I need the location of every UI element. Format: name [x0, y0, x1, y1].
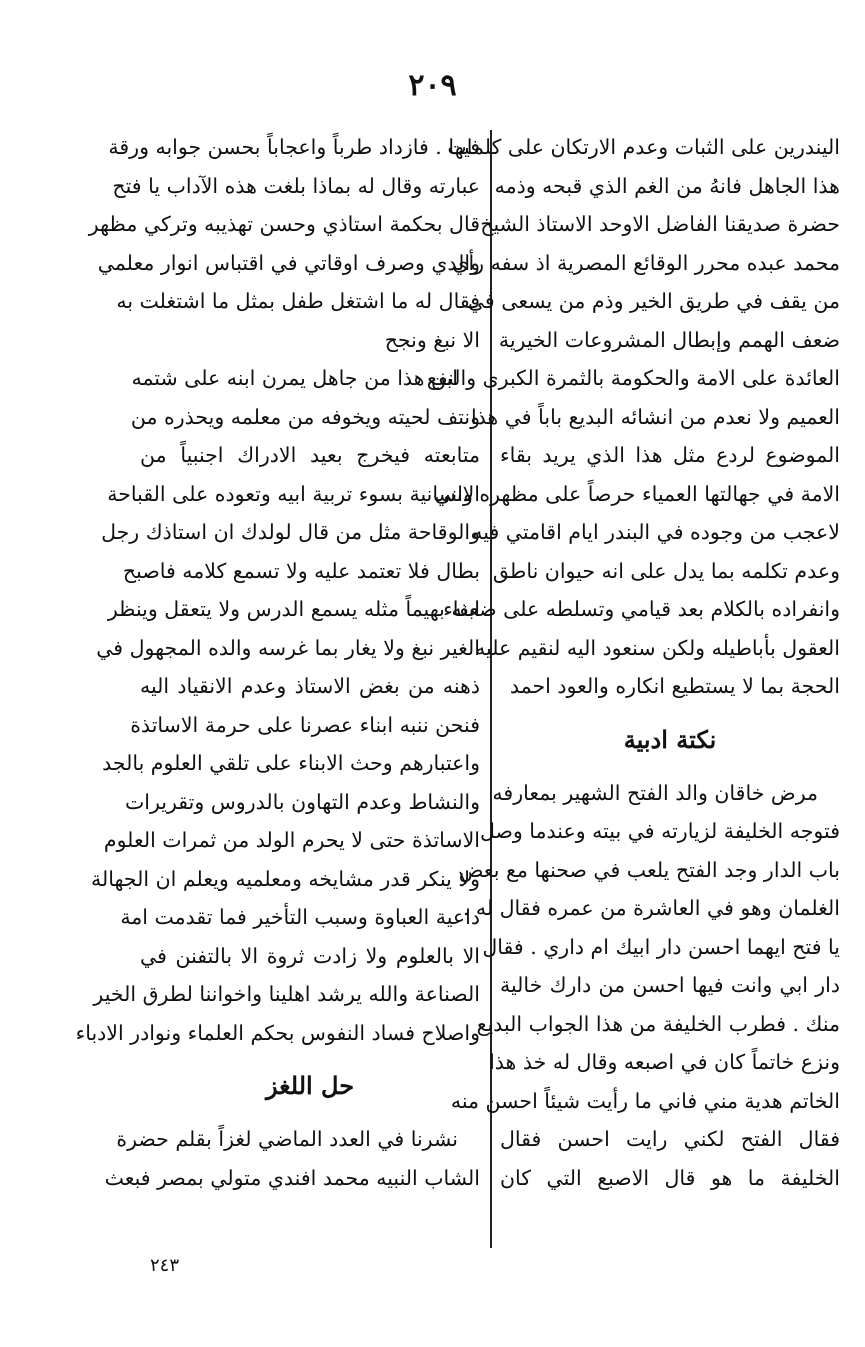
text-line: والدي وصرف اوقاتي في اقتباس انوار معلمي	[97, 250, 480, 275]
text-line: ذهنه من بغض الاستاذ وعدم الانقياد اليه	[140, 674, 480, 698]
text-line: وانفراده بالكلام بعد قيامي وتسلطه على ضعفاء	[443, 597, 840, 621]
text-line: الامة في جهالتها العمياء حرصاً على مظهره واني	[434, 481, 840, 506]
text-line: الاساتذة حتى لا يحرم الولد من ثمرات العلوم	[103, 828, 480, 852]
text-line: واعتبارهم وحث الابناء على تلقي العلوم بالجد	[102, 751, 480, 775]
text-line: ابن هذا من جاهل يمرن ابنه على شتمه	[131, 366, 458, 390]
section-heading-riddle-solution: حل اللغز	[265, 1071, 355, 1100]
text-line: الغلمان وهو في العاشرة من عمره فقال له .	[462, 896, 840, 920]
text-line: ضعف الهمم وإبطال المشروعات الخيرية	[498, 327, 840, 352]
left-paragraph-3	[104, 1120, 480, 1197]
text-line: والنشاط وعدم التهاون بالدروس وتقريرات	[124, 789, 480, 814]
text-line: العقول بأباطيله ولكن سنعود اليه لنقيم عليه	[475, 635, 840, 660]
text-line: اليندرين على الثبات وعدم الارتكان على كلمات	[447, 135, 840, 159]
text-line: الخليفة ما هو قال الاصبع التي كان	[500, 1165, 840, 1190]
left-column	[75, 128, 480, 1197]
text-line: الخاتم هدية مني فاني ما رأيت شيئاً احسن منه	[450, 1088, 840, 1113]
text-line: والوقاحة مثل من قال لولدك ان استاذك رجل	[101, 520, 480, 544]
text-line: يا فتح ايهما احسن دار ابيك ام داري . فقال	[482, 934, 840, 959]
text-line: الموضوع لردع مثل هذا الذي يريد بقاء	[500, 443, 840, 467]
text-line: الغير نبغ ولا يغار بما غرسه والده المجهول في	[96, 635, 480, 660]
text-line: الا بالعلوم ولا زادت ثروة الا بالتفنن في	[140, 943, 480, 968]
text-line: داعية العباوة وسبب التأخير فما تقدمت امة	[120, 905, 480, 929]
text-line: الا نبغ ونجح	[384, 327, 480, 352]
text-line: الحجة بما لا يستطيع انكاره والعود احمد	[509, 674, 840, 698]
text-line: بطال فلا تعتمد عليه ولا تسمع كلامه فاصبح	[122, 558, 480, 583]
text-line: هذا الجاهل فانهُ من الغم الذي قبحه وذمه	[494, 173, 840, 198]
text-line: عبارته وقال له بماذا بلغت هذه الآداب يا فتح	[112, 173, 480, 198]
page-number: ٢٠٩	[408, 68, 457, 103]
text-line: فتوجه الخليفة لزيارته في بيته وعندما وصل	[479, 819, 840, 843]
text-line: حضرة صديقنا الفاضل الاوحد الاستاذ الشيخ	[480, 212, 840, 236]
text-line: ولا ينكر قدر مشايخه ومعلميه ويعلم ان الجهالة	[91, 866, 480, 891]
text-line: فيها . فازداد طرباً واعجاباً بحسن جوابه ورقة	[108, 135, 480, 159]
left-paragraph-1	[88, 128, 480, 359]
text-line: متابعته فيخرج بعيد الادراك اجنبياً من	[140, 443, 480, 467]
text-line: نشرنا في العدد الماضي لغزاً بقلم حضرة	[116, 1127, 458, 1151]
text-line: باب الدار وجد الفتح يلعب في صحنها مع بعض	[458, 857, 840, 882]
text-line: العائدة على الامة والحكومة بالثمرة الكبرى والنفع	[426, 366, 840, 390]
text-line: فقال الفتح لكني رايت احسن فقال	[500, 1127, 840, 1151]
section-heading-adabiya: نكتة ادبية	[623, 724, 717, 754]
text-line: الانسانية بسوء تربية ابيه وتعوده على القباحة	[107, 481, 480, 506]
text-line: الشاب النبيه محمد افندي متولي بمصر فبعث	[104, 1165, 480, 1190]
text-line: قال بحكمة استاذي وحسن تهذيبه وتركي مظهر	[88, 212, 480, 236]
text-line: العميم ولا نعدم من انشائه البديع باباً في هذا	[470, 404, 840, 429]
text-line: دار ابي وانت فيها احسن من دارك خالية	[500, 973, 840, 997]
text-line: ابنه بهيماً مثله يسمع الدرس ولا يتعقل وينظر	[107, 597, 480, 621]
footer-signature-number: ٢٤٣	[150, 1255, 180, 1276]
text-line: من يقف في طريق الخير وذم من يسعى في	[467, 289, 840, 313]
text-line: وعدم تكلمه بما يدل على انه حيوان ناطق	[492, 558, 840, 583]
text-line: ونتف لحيته ويخوفه من معلمه ويحذره من	[130, 404, 480, 429]
text-line: محمد عبده محرر الوقائع المصرية اذ سفه رأي	[452, 250, 840, 275]
left-paragraph-2	[75, 359, 480, 1052]
text-line: لاعجب من وجوده في البندر ايام اقامتي فيه	[472, 520, 840, 544]
right-paragraph-2	[450, 774, 840, 1198]
text-line: ونزع خاتماً كان في اصبعه وقال له خذ هذا	[489, 1050, 840, 1074]
text-line: فنحن ننبه ابناء عصرنا على حرمة الاساتذة	[130, 712, 480, 737]
text-line: واصلاح فساد النفوس بحكم العلماء ونوادر الادباء	[75, 1020, 480, 1045]
text-line: فقال له ما اشتغل طفل بمثل ما اشتغلت به	[116, 289, 480, 313]
text-line: الصناعة والله يرشد اهلينا واخواننا لطرق الخير	[93, 982, 480, 1006]
text-line: مرض خاقان والد الفتح الشهير بمعارفه	[492, 780, 818, 805]
text-line: منك . فطرب الخليفة من هذا الجواب البديع	[476, 1011, 840, 1036]
